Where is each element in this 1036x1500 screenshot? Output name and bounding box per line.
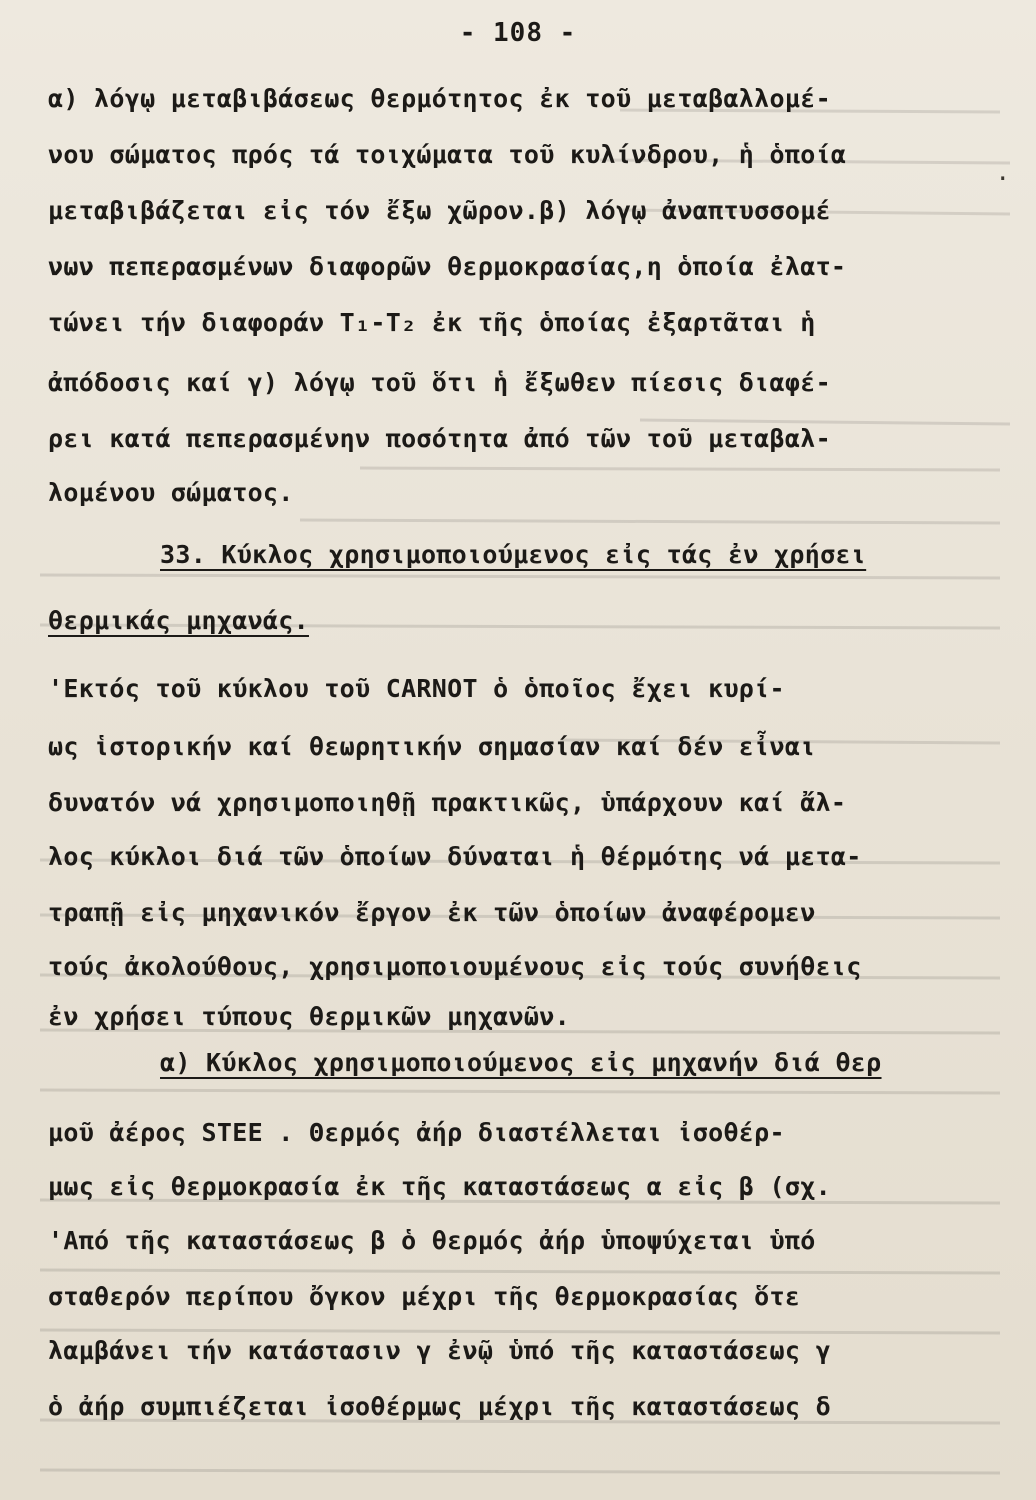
- text-line: ὁ ἀήρ συμπιέζεται ἰσοθέρμως μέχρι τῆς καταστάσεως δ: [48, 1392, 831, 1421]
- text-line: δυνατόν νά χρησιμοποιηθῇ πρακτικῶς, ὑπάρχουν καί ἄλ-: [48, 788, 847, 817]
- section-heading: 33. Κύκλος χρησιμοποιούμενος εἰς τάς ἐν χρήσει: [160, 540, 867, 569]
- text-line: ως ἱστορικήν καί θεωρητικήν σημασίαν καί δέν εἶναι: [48, 732, 816, 761]
- text-line: ρει κατά πεπερασμένην ποσότητα ἀπό τῶν τοῦ μεταβαλ-: [48, 424, 831, 453]
- text-line: τώνει τήν διαφοράν Τ₁-Τ₂ ἐκ τῆς ὁποίας ἐξαρτᾶται ἡ: [48, 308, 816, 337]
- text-line: τραπῇ εἰς μηχανικόν ἔργον ἐκ τῶν ὁποίων ἀναφέρομεν: [48, 898, 816, 927]
- text-line: α) λόγῳ μεταβιβάσεως θερμότητος ἐκ τοῦ μεταβαλλομέ-: [48, 84, 831, 113]
- text-line: μοῦ ἀέρος STEE . Θερμός ἀήρ διαστέλλεται ἰσοθέρ-: [48, 1118, 785, 1147]
- text-line: 'Από τῆς καταστάσεως β ὁ θερμός ἀήρ ὑποψύχεται ὑπό: [48, 1226, 816, 1255]
- text-line: μεταβιβάζεται εἰς τόν ἔξω χῶρον.β) λόγῳ ἀναπτυσσομέ: [48, 196, 831, 225]
- text-line: νων πεπερασμένων διαφορῶν θερμοκρασίας,η ὁποία ἐλατ-: [48, 252, 847, 281]
- text-line: τούς ἀκολούθους, χρησιμοποιουμένους εἰς τούς συνήθεις: [48, 952, 862, 981]
- subsection-heading: α) Κύκλος χρησιμοποιούμενος εἰς μηχανήν διά θερ: [160, 1048, 882, 1077]
- text-line: νου σώματος πρός τά τοιχώματα τοῦ κυλίνδρου, ἡ ὁποία: [48, 140, 847, 169]
- text-line: ἀπόδοσις καί γ) λόγῳ τοῦ ὅτι ἡ ἔξωθεν πίεσις διαφέ-: [48, 368, 831, 397]
- section-heading-continued: θερμικάς μηχανάς.: [48, 606, 309, 635]
- text-line: λομένου σώματος.: [48, 478, 294, 507]
- text-line: λαμβάνει τήν κατάστασιν γ ἐνῷ ὑπό τῆς καταστάσεως γ: [48, 1336, 831, 1365]
- margin-mark: .: [995, 158, 1010, 186]
- text-line: μως εἰς θερμοκρασία ἐκ τῆς καταστάσεως α εἰς β (σχ.: [48, 1172, 831, 1201]
- text-line: 'Εκτός τοῦ κύκλου τοῦ CARNOT ὁ ὁποῖος ἔχει κυρί-: [48, 674, 785, 703]
- page-number: - 108 -: [459, 18, 577, 48]
- text-line: ἐν χρήσει τύπους θερμικῶν μηχανῶν.: [48, 1002, 570, 1031]
- text-line: λος κύκλοι διά τῶν ὁποίων δύναται ἡ θέρμότης νά μετα-: [48, 842, 862, 871]
- text-line: σταθερόν περίπου ὄγκον μέχρι τῆς θερμοκρασίας ὅτε: [48, 1282, 801, 1311]
